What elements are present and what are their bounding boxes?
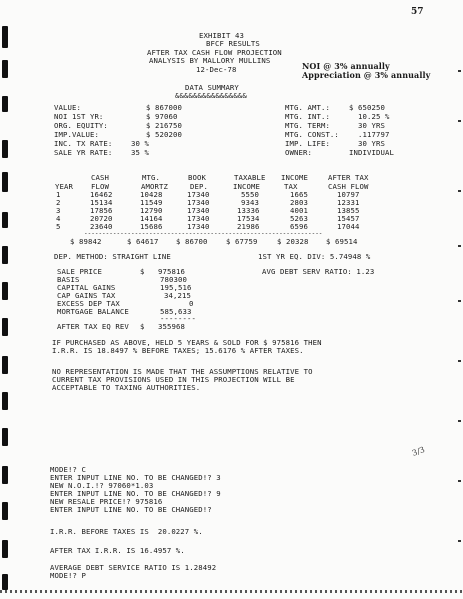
binder-hole: [2, 466, 8, 484]
session-line: ENTER INPUT LINE NO. TO BE CHANGED!?: [50, 505, 212, 514]
summary-value: 35 %: [131, 148, 149, 157]
sale-value: $ 975816: [140, 267, 185, 276]
report-title: AFTER TAX CASH FLOW PROJECTION: [147, 48, 282, 57]
table-cell: 17340: [187, 214, 210, 223]
table-cell: 13336: [237, 206, 260, 215]
sale-value: 195,516: [160, 283, 192, 292]
table-cell: 17044: [337, 222, 360, 231]
summary-value: $ 867000: [146, 103, 182, 112]
binder-hole: [2, 282, 8, 300]
summary-value: $ 650250: [349, 103, 385, 112]
column-header: CASH FLOW: [328, 182, 369, 191]
sale-value: 34,215: [164, 291, 191, 300]
perforation-mark: [458, 360, 461, 362]
column-header: YEAR: [55, 182, 73, 191]
table-cell: 11549: [140, 198, 163, 207]
column-header: DEP.: [190, 182, 208, 191]
binder-hole: [2, 318, 8, 336]
summary-label: MTG. CONST.:: [285, 130, 339, 139]
session-line: ENTER INPUT LINE NO. TO BE CHANGED!? 3: [50, 473, 221, 482]
irr-after-tax: AFTER TAX I.R.R. IS 16.4957 %.: [50, 546, 185, 555]
table-cell: 10797: [337, 190, 360, 199]
table-cell: 9343: [241, 198, 259, 207]
disclaimer-line: NO REPRESENTATION IS MADE THAT THE ASSUMPTIONS RELATIVE TO: [52, 367, 313, 376]
table-rule: ------------------------------------------------------------------: [84, 230, 323, 237]
after-tax-rev-value: $ 355968: [140, 322, 185, 331]
irr-before-tax: I.R.R. BEFORE TAXES IS 20.0227 %.: [50, 527, 203, 536]
table-cell: 2803: [290, 198, 308, 207]
sale-label: MORTGAGE BALANCE: [57, 307, 129, 316]
column-header: FLOW: [91, 182, 109, 191]
summary-label: VALUE:: [54, 103, 81, 112]
table-cell: 15686: [140, 222, 163, 231]
table-cell: 1665: [290, 190, 308, 199]
summary-label: MTG. TERM:: [285, 121, 330, 130]
sale-label: BASIS: [57, 275, 80, 284]
table-cell: 5263: [290, 214, 308, 223]
column-header: AFTER TAX: [328, 173, 369, 182]
bfcf-label: BFCF RESULTS: [206, 39, 260, 48]
summary-value: INDIVIDUAL: [349, 148, 394, 157]
table-cell: 23640: [90, 222, 113, 231]
first-year-dividend: 1ST YR EQ. DIV: 5.74948 %: [258, 252, 371, 261]
disclaimer-line: CURRENT TAX PROVISIONS USED IN THIS PROJECTION WILL BE: [52, 375, 295, 384]
session-line: NEW RESALE PRICE!? 975816: [50, 497, 163, 506]
table-cell: 4: [56, 214, 61, 223]
disclaimer-line: ACCEPTABLE TO TAXING AUTHORITIES.: [52, 383, 201, 392]
column-header: INCOME: [233, 182, 260, 191]
binder-hole: [2, 60, 8, 78]
after-tax-rev-label: AFTER TAX EQ REV: [57, 322, 129, 331]
table-cell: 16462: [90, 190, 113, 199]
table-cell: 15134: [90, 198, 113, 207]
column-header: AMORTZ: [141, 182, 168, 191]
report-author: ANALYSIS BY MALLORY MULLINS: [149, 56, 271, 65]
binder-hole: [2, 140, 8, 158]
summary-label: ORG. EQUITY:: [54, 121, 108, 130]
binder-hole: [2, 540, 8, 558]
total-cell: $ 20328: [277, 237, 309, 246]
summary-label: OWNER:: [285, 148, 312, 157]
perforation-mark: [458, 540, 461, 542]
perforation-mark: [458, 70, 461, 72]
binder-hole: [2, 96, 8, 112]
session-line: MODE!? C: [50, 465, 86, 474]
report-date: 12-Dec-78: [196, 65, 237, 74]
table-cell: 1: [56, 190, 61, 199]
summary-value: .117797: [358, 130, 390, 139]
result-paragraph-line: IF PURCHASED AS ABOVE, HELD 5 YEARS & SOLD FOR $ 975816 THEN: [52, 338, 322, 347]
binder-hole: [2, 246, 8, 264]
table-cell: 6596: [290, 222, 308, 231]
table-cell: 12790: [140, 206, 163, 215]
binder-hole: [2, 428, 8, 446]
total-cell: $ 64617: [127, 237, 159, 246]
summary-value: $ 520200: [146, 130, 182, 139]
summary-value: 30 %: [131, 139, 149, 148]
column-header: CASH: [91, 173, 109, 182]
result-paragraph-line: I.R.R. IS 18.8497 % BEFORE TAXES; 15.6176 % AFTER TAXES.: [52, 346, 304, 355]
total-cell: $ 86700: [176, 237, 208, 246]
sale-value: 0: [189, 299, 194, 308]
summary-value: $ 97060: [146, 112, 178, 121]
column-header: TAXABLE: [234, 173, 266, 182]
table-cell: 3: [56, 206, 61, 215]
column-header: MTG.: [142, 173, 160, 182]
table-cell: 17534: [237, 214, 260, 223]
binder-hole: [2, 172, 8, 192]
binder-hole: [2, 356, 8, 374]
sale-value: 585,633: [160, 307, 192, 316]
table-cell: 5550: [241, 190, 259, 199]
summary-value: $ 216750: [146, 121, 182, 130]
total-cell: $ 89842: [70, 237, 102, 246]
session-mode-prompt: MODE!? P: [50, 571, 86, 580]
handwritten-noi: NOI @ 3% annually: [302, 61, 390, 71]
sale-label: SALE PRICE: [57, 267, 102, 276]
table-cell: 2: [56, 198, 61, 207]
page-number: 57: [411, 7, 424, 17]
table-cell: 10428: [140, 190, 163, 199]
handwritten-note: 3/3: [410, 445, 427, 458]
perforation-mark: [458, 245, 461, 247]
binder-hole: [2, 502, 8, 520]
binder-hole: [2, 574, 8, 590]
summary-rule: &&&&&&&&&&&&&&&&: [175, 91, 247, 100]
table-cell: 17340: [187, 190, 210, 199]
tear-edge: [0, 590, 463, 593]
avg-debt-service-ratio: AVG DEBT SERV RATIO: 1.23: [262, 267, 375, 276]
avg-debt-result: AVERAGE DEBT SERVICE RATIO IS 1.28492: [50, 563, 217, 572]
table-cell: 5: [56, 222, 61, 231]
summary-label: INC. TX RATE:: [54, 139, 113, 148]
summary-title: DATA SUMMARY: [185, 83, 239, 92]
binder-hole: [2, 392, 8, 410]
sale-label: EXCESS DEP TAX: [57, 299, 120, 308]
binder-hole: [2, 26, 8, 48]
binder-hole: [2, 212, 8, 228]
perforation-mark: [458, 190, 461, 192]
summary-value: 30 YRS: [358, 139, 385, 148]
exhibit-label: EXHIBIT 43: [199, 31, 244, 40]
table-cell: 17340: [187, 222, 210, 231]
summary-label: IMP. LIFE:: [285, 139, 330, 148]
session-line: ENTER INPUT LINE NO. TO BE CHANGED!? 9: [50, 489, 221, 498]
column-header: BOOK: [188, 173, 206, 182]
summary-value: 30 YRS: [358, 121, 385, 130]
table-cell: 12331: [337, 198, 360, 207]
session-line: NEW N.O.I.!? 97060*1.03: [50, 481, 154, 490]
perforation-mark: [458, 120, 461, 122]
summary-label: NOI 1ST YR:: [54, 112, 104, 121]
total-cell: $ 69514: [326, 237, 358, 246]
summary-label: SALE YR RATE:: [54, 148, 113, 157]
depreciation-method: DEP. METHOD: STRAIGHT LINE: [54, 252, 171, 261]
sale-rule: --------: [160, 314, 196, 323]
table-cell: 13855: [337, 206, 360, 215]
table-cell: 17340: [187, 206, 210, 215]
summary-value: 10.25 %: [358, 112, 390, 121]
table-cell: 14164: [140, 214, 163, 223]
table-cell: 4001: [290, 206, 308, 215]
sale-label: CAP GAINS TAX: [57, 291, 116, 300]
perforation-mark: [458, 480, 461, 482]
handwritten-appreciation: Appreciation @ 3% annually: [302, 70, 431, 80]
table-cell: 20720: [90, 214, 113, 223]
summary-label: MTG. INT.:: [285, 112, 330, 121]
total-cell: $ 67759: [226, 237, 258, 246]
sale-label: CAPITAL GAINS: [57, 283, 116, 292]
table-cell: 17340: [187, 198, 210, 207]
table-cell: 17856: [90, 206, 113, 215]
summary-label: MTG. AMT.:: [285, 103, 330, 112]
table-cell: 21986: [237, 222, 260, 231]
summary-label: IMP.VALUE:: [54, 130, 99, 139]
perforation-mark: [458, 300, 461, 302]
column-header: TAX: [284, 182, 298, 191]
column-header: INCOME: [281, 173, 308, 182]
perforation-mark: [458, 420, 461, 422]
table-cell: 15457: [337, 214, 360, 223]
sale-value: 780300: [160, 275, 187, 284]
